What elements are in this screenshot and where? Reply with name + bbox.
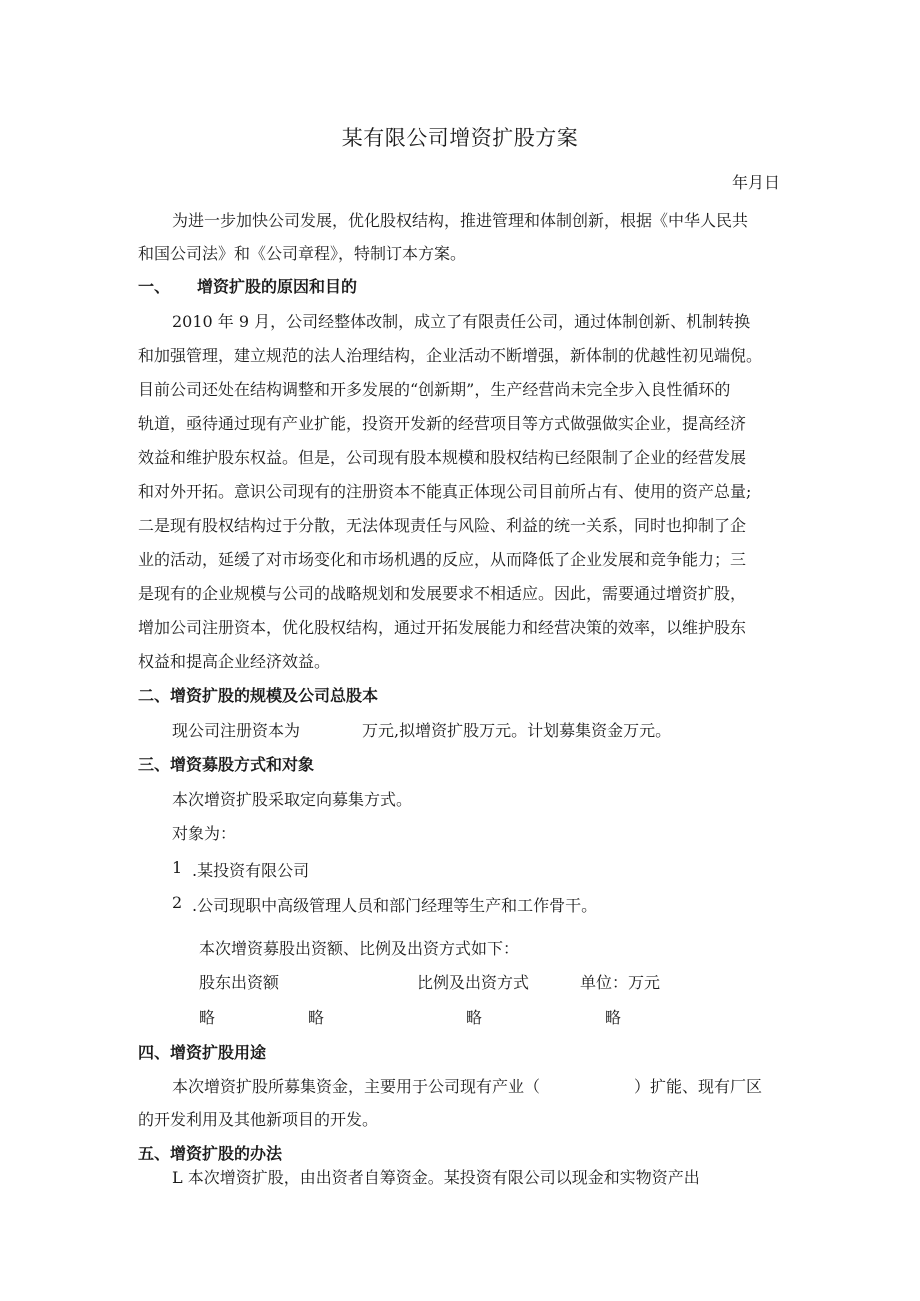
section-3-heading: 三、增资募股方式和对象 <box>138 755 315 774</box>
s1-body-line: 是现有的企业规模与公司的战略规划和发展要求不相适应。因此，需要通过增资扩股， <box>138 584 747 603</box>
s1-body-line: 权益和提高企业经济效益。 <box>138 652 331 671</box>
list-item-text: .公司现职中高级管理人员和部门经理等生产和工作骨干。 <box>192 896 598 915</box>
s1-body-line: 和对外开拓。意识公司现有的注册资本不能真正体现公司目前所占有、使用的资产总量; <box>138 482 752 501</box>
s1-body-line: 增加公司注册资本，优化股权结构，通过开拓发展能力和经营决策的效率，以维护股东 <box>138 618 747 637</box>
s4-body-line: 的开发利用及其他新项目的开发。 <box>138 1110 379 1129</box>
section-4-heading: 四、增资扩股用途 <box>138 1043 267 1062</box>
document-date: 年月日 <box>731 173 780 192</box>
section-5-heading: 五、增资扩股的办法 <box>138 1144 283 1163</box>
s3-objects-label: 对象为： <box>172 824 237 843</box>
list-item-number: 1 <box>172 858 183 877</box>
list-item-number: 2 <box>172 893 183 912</box>
s1-body-line: 2010 年 9 月，公司经整体改制，成立了有限责任公司，通过体制创新、机制转换 <box>172 312 751 331</box>
s3-method: 本次增资扩股采取定向募集方式。 <box>172 790 413 809</box>
s1-body-line: 效益和维护股东权益。但是，公司现有股本规模和股权结构已经限制了企业的经营发展 <box>138 448 747 467</box>
table-header-cell: 比例及出资方式 <box>417 973 530 992</box>
s1-body-line: 二是现有股权结构过于分散，无法体现责任与风险、利益的统一关系，同时也抑制了企 <box>138 516 747 535</box>
table-intro: 本次增资募股出资额、比例及出资方式如下： <box>199 939 520 958</box>
table-cell: 略 <box>605 1008 622 1027</box>
s4-body-line-end: ）扩能、现有厂区 <box>634 1077 763 1096</box>
section-1-heading: 增资扩股的原因和目的 <box>197 277 358 296</box>
list-item-text: .某投资有限公司 <box>192 861 310 880</box>
intro-line: 为进一步加快公司发展，优化股权结构，推进管理和体制创新，根据《中华人民共 <box>172 211 749 230</box>
table-header-cell: 单位：万元 <box>580 973 661 992</box>
section-1-number: 一、 <box>138 277 171 296</box>
table-cell: 略 <box>199 1008 216 1027</box>
table-cell: 略 <box>308 1008 325 1027</box>
document-title: 某有限公司增资扩股方案 <box>341 126 579 150</box>
section-2-heading: 二、增资扩股的规模及公司总股本 <box>138 686 379 705</box>
s4-body-line: 本次增资扩股所募集资金，主要用于公司现有产业（ <box>172 1077 541 1096</box>
s1-body-line: 业的活动，延缓了对市场变化和市场机遇的反应，从而降低了企业发展和竞争能力；三 <box>138 550 747 569</box>
table-cell: 略 <box>466 1008 483 1027</box>
s5-body-line: L 本次增资扩股，由出资者自筹资金。某投资有限公司以现金和实物资产出 <box>172 1168 700 1187</box>
intro-line: 和国公司法》和《公司章程》，特制订本方案。 <box>138 244 467 263</box>
table-header-cell: 股东出资额 <box>199 973 280 992</box>
s1-body-line: 轨道，亟待通过现有产业扩能，投资开发新的经营项目等方式做强做实企业，提高经济 <box>138 414 747 433</box>
s1-body-line: 目前公司还处在结构调整和开多发展的“创新期”，生产经营尚未完全步入良性循环的 <box>138 380 731 399</box>
s2-capital-text: 万元,拟增资扩股万元。计划募集资金万元。 <box>362 721 672 740</box>
s2-capital-label: 现公司注册资本为 <box>172 721 301 740</box>
s1-body-line: 和加强管理，建立规范的法人治理结构，企业活动不断增强，新体制的优越性初见端倪。 <box>138 346 763 365</box>
